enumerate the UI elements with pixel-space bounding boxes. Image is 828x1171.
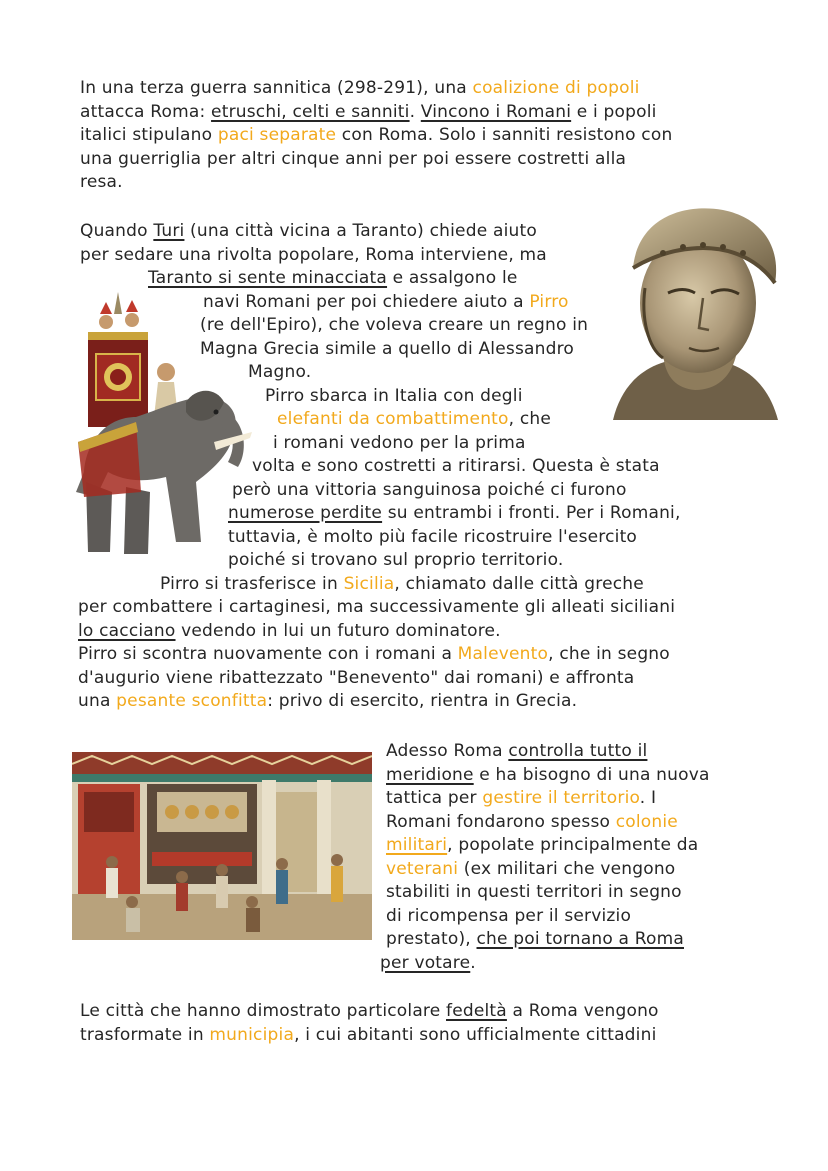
underlined-term: Turi	[153, 221, 185, 241]
underlined-term: Taranto si sente minacciata	[148, 268, 388, 288]
text-line: veterani (ex militari che vengono	[386, 858, 676, 879]
text-line: volta e sono costretti a ritirarsi. Questa è stata	[252, 456, 660, 476]
text-line: Pirro sbarca in Italia con degli	[265, 385, 523, 406]
text-line: tattica per gestire il territorio. I	[386, 788, 657, 808]
text-line: resa.	[80, 172, 123, 192]
underlined-term: numerose perdite	[228, 503, 383, 523]
highlight-term: colonie	[615, 811, 678, 832]
text-line: Romani fondarono spesso colonie	[386, 811, 678, 832]
paragraph-1	[80, 77, 672, 195]
highlight-term: Malevento	[457, 644, 549, 664]
highlight-term: Sicilia	[343, 573, 395, 594]
text-line: per combattere i cartaginesi, ma successivamente gli alleati siciliani	[78, 597, 676, 617]
highlight-term: veterani	[386, 858, 459, 879]
text-line: (re dell'Epiro), che voleva creare un regno in	[200, 315, 589, 335]
highlight-term: elefanti da combattimento	[277, 409, 509, 429]
highlight-term: Pirro	[529, 291, 569, 312]
text-line: trasformate in municipia, i cui abitanti sono ufficialmente cittadini	[80, 1024, 657, 1045]
text-line: d'augurio viene ribattezzato "Benevento" dai romani) e affronta	[78, 667, 635, 688]
highlight-term: paci separate	[217, 125, 337, 145]
text-line: prestato), che poi tornano a Roma	[386, 929, 684, 949]
text-line: però una vittoria sanguinosa poiché ci furono	[232, 479, 627, 500]
text-line: Magna Grecia simile a quello di Alessandro	[200, 338, 574, 359]
highlight-term: pesante sconfitta	[116, 691, 268, 711]
text-line: stabiliti in questi territori in segno	[386, 882, 682, 902]
text-line: attacca Roma: etruschi, celti e sanniti. Vincono i Romani e i popoli	[80, 101, 657, 122]
text-line: lo cacciano vedendo in lui un futuro dominatore.	[78, 620, 501, 641]
text-line: italici stipulano paci separate con Roma. Solo i sanniti resistono con	[80, 125, 673, 145]
text-line: In una terza guerra sannitica (298-291), una coalizione di popoli	[80, 78, 640, 98]
underlined-term: etruschi, celti e sanniti	[211, 101, 410, 122]
text-line: una pesante sconfitta: privo di esercito, rientra in Grecia.	[78, 691, 578, 711]
text-line: Pirro si scontra nuovamente con i romani a Malevento, che in segno	[78, 644, 670, 664]
text-line: di ricompensa per il servizio	[386, 905, 632, 926]
underlined-term: lo cacciano	[78, 620, 176, 641]
text-line: numerose perdite su entrambi i fronti. Per i Romani,	[228, 503, 681, 523]
roman-market-image	[72, 752, 372, 940]
text-line: per sedare una rivolta popolare, Roma interviene, ma	[80, 244, 547, 265]
highlight-term: gestire il territorio	[482, 788, 640, 808]
text-line: elefanti da combattimento, che	[277, 409, 552, 429]
war-elephant-image	[66, 292, 256, 564]
text-line: tuttavia, è molto più facile ricostruire l'esercito	[228, 526, 638, 547]
highlight-term: municipia	[209, 1024, 295, 1045]
text-line: Quando Turi (una città vicina a Taranto) chiede aiuto	[80, 221, 537, 241]
text-line: Taranto si sente minacciata e assalgono le	[148, 268, 518, 288]
text-line: Pirro si trasferisce in Sicilia, chiamato dalle città greche	[160, 573, 644, 594]
text-line: Adesso Roma controlla tutto il	[386, 741, 648, 761]
text-line: militari, popolate principalmente da	[386, 835, 699, 855]
highlight-term: militari	[386, 835, 448, 855]
underlined-term: meridione	[386, 764, 474, 785]
underlined-term: per votare	[380, 952, 471, 973]
text-line: i romani vedono per la prima	[273, 432, 526, 453]
pyrrhus-bust-image	[603, 198, 781, 420]
text-line: Magno.	[248, 362, 312, 382]
highlight-term: coalizione di popoli	[472, 78, 640, 98]
text-line: poiché si trovano sul proprio territorio.	[228, 550, 564, 570]
text-line: meridione e ha bisogno di una nuova	[386, 764, 710, 785]
text-line: navi Romani per poi chiedere aiuto a Pirro	[203, 291, 569, 312]
text-line: Le città che hanno dimostrato particolare fedeltà a Roma vengono	[80, 1001, 659, 1021]
paragraph-4	[80, 1000, 659, 1047]
underlined-term: che poi tornano a Roma	[476, 929, 684, 949]
underlined-term: fedeltà	[446, 1001, 507, 1021]
text-line: per votare.	[380, 952, 476, 973]
underlined-term: controlla tutto il	[508, 741, 648, 761]
underlined-term: Vincono i Romani	[420, 101, 572, 122]
text-line: una guerriglia per altri cinque anni per poi essere costretti alla	[80, 148, 627, 169]
